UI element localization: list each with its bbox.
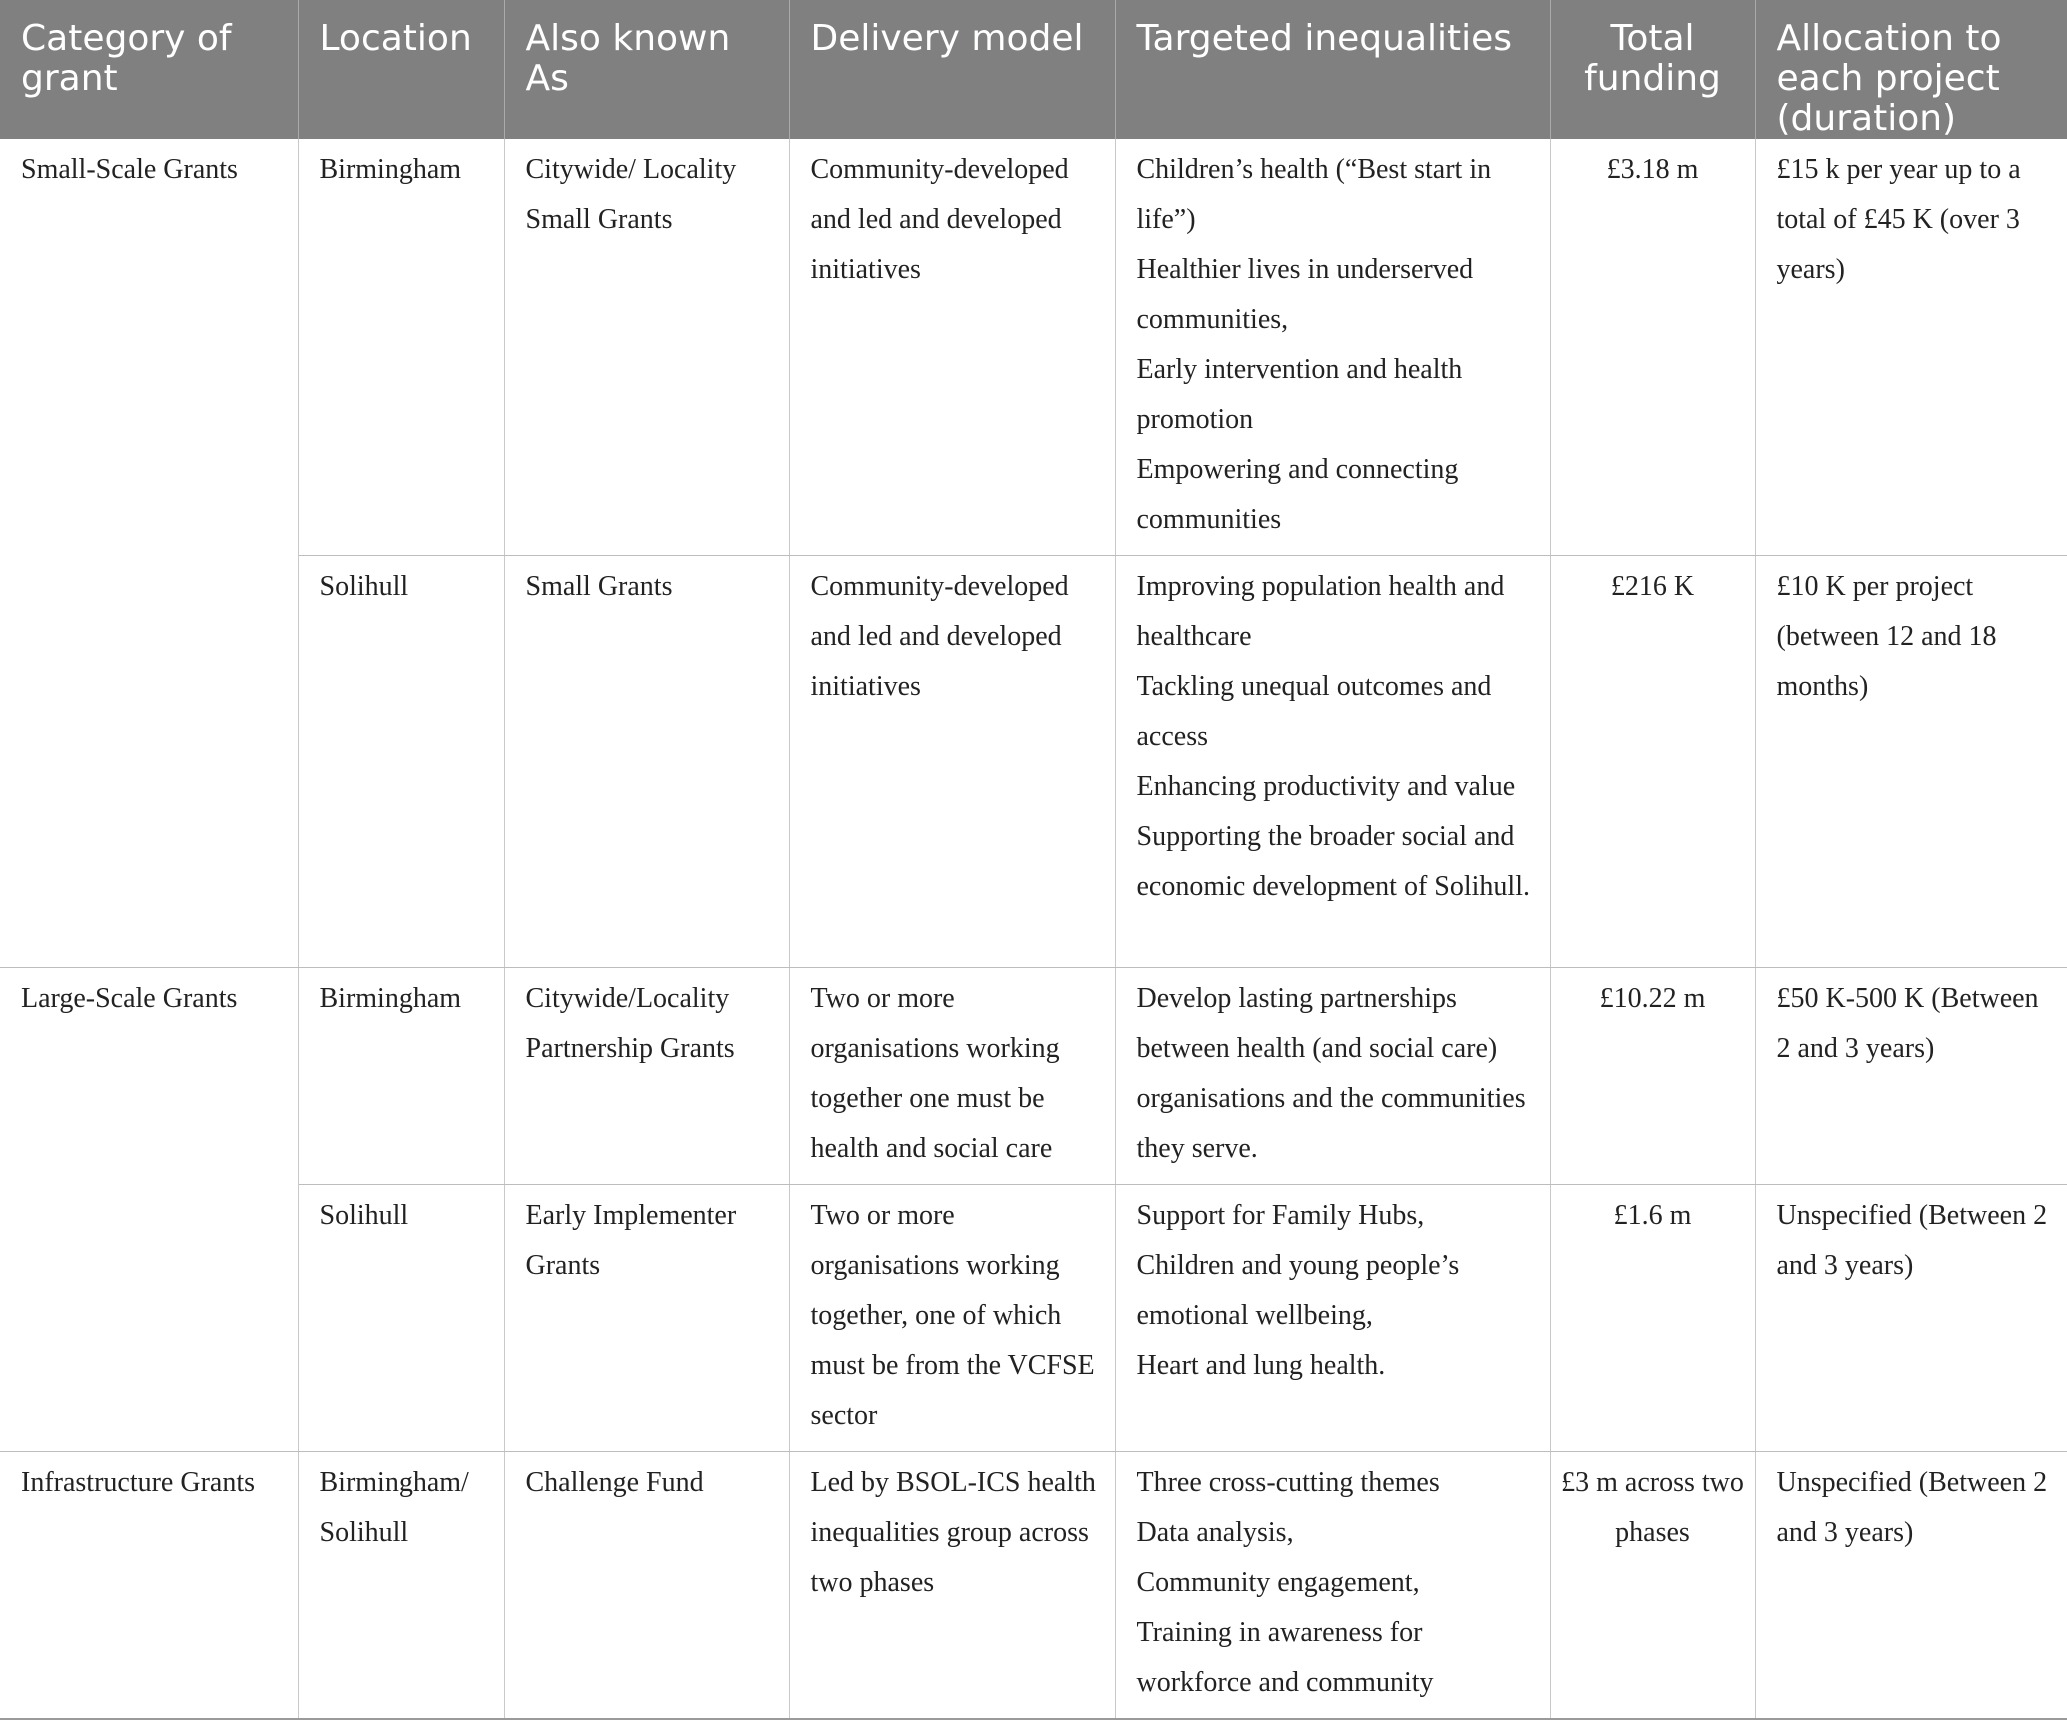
- category-cell: Large-Scale Grants: [0, 968, 298, 1452]
- targeted-inequalities-cell: [1115, 968, 1550, 1185]
- inequality-item: Tackling unequal outcomes and access: [1136, 671, 1492, 752]
- allocation-cell: Unspecified (Between 2 and 3 years): [1755, 1185, 2067, 1452]
- inequality-item: Early intervention and health promotion: [1136, 354, 1463, 435]
- category-cell: Infrastructure Grants: [0, 1452, 298, 1720]
- total-funding-cell: £3.18 m: [1550, 139, 1755, 556]
- header-also-known-as: Also known As: [504, 0, 789, 139]
- location-cell: Birmingham: [298, 139, 504, 556]
- total-funding-cell: £3 m across two phases: [1550, 1452, 1755, 1720]
- location-cell: Birmingham/ Solihull: [298, 1452, 504, 1720]
- inequality-item: Support for Family Hubs,: [1136, 1200, 1425, 1231]
- targeted-inequalities-cell: [1115, 139, 1550, 556]
- table-body: [0, 139, 2067, 1719]
- inequality-item: Community engagement,: [1136, 1567, 1420, 1598]
- header-targeted-inequalities: Targeted inequalities: [1115, 0, 1550, 139]
- inequality-item: Training in awareness for workforce and community: [1136, 1617, 1434, 1698]
- also-known-as-cell: Citywide/Locality Partnership Grants: [504, 968, 789, 1185]
- inequality-item: Empowering and connecting communities: [1136, 454, 1459, 535]
- location-cell: Birmingham: [298, 968, 504, 1185]
- allocation-cell: £15 k per year up to a total of £45 K (over 3 years): [1755, 139, 2067, 556]
- allocation-cell: £50 K-500 K (Between 2 and 3 years): [1755, 968, 2067, 1185]
- also-known-as-cell: Small Grants: [504, 556, 789, 968]
- header-location: Location: [298, 0, 504, 139]
- targeted-inequalities-cell: [1115, 1452, 1550, 1720]
- header-total-funding: Total funding: [1550, 0, 1755, 139]
- table-row: [0, 968, 2067, 1185]
- header-allocation: Allocation to each project (duration): [1755, 0, 2067, 139]
- also-known-as-cell: Challenge Fund: [504, 1452, 789, 1720]
- inequality-item: Improving population health and healthcare: [1136, 571, 1505, 652]
- inequality-item: Data analysis,: [1136, 1517, 1294, 1548]
- delivery-model-cell: Community-developed and led and developed initiatives: [789, 556, 1115, 968]
- delivery-model-cell: Two or more organisations working together one must be health and social care: [789, 968, 1115, 1185]
- allocation-cell: Unspecified (Between 2 and 3 years): [1755, 1452, 2067, 1720]
- header-row: [0, 0, 2067, 139]
- inequality-item: Enhancing productivity and value: [1136, 771, 1516, 802]
- table-row: [0, 556, 2067, 968]
- inequality-item: Develop lasting partnerships between health (and social care) organisations and the communities they serve.: [1136, 983, 1526, 1164]
- location-cell: Solihull: [298, 556, 504, 968]
- inequality-item: Children and young people’s emotional wellbeing,: [1136, 1250, 1460, 1331]
- delivery-model-cell: Community-developed and led and developed initiatives: [789, 139, 1115, 556]
- header-delivery-model: Delivery model: [789, 0, 1115, 139]
- inequality-item: Children’s health (“Best start in life”): [1136, 154, 1492, 235]
- inequality-item: Three cross-cutting themes: [1136, 1467, 1440, 1498]
- location-cell: Solihull: [298, 1185, 504, 1452]
- delivery-model-cell: Two or more organisations working together, one of which must be from the VCFSE sector: [789, 1185, 1115, 1452]
- delivery-model-cell: Led by BSOL-ICS health inequalities group across two phases: [789, 1452, 1115, 1720]
- targeted-inequalities-cell: [1115, 556, 1550, 968]
- table-row: [0, 1185, 2067, 1452]
- category-cell: Small-Scale Grants: [0, 139, 298, 968]
- total-funding-cell: £10.22 m: [1550, 968, 1755, 1185]
- table-row: [0, 1452, 2067, 1720]
- targeted-inequalities-cell: [1115, 1185, 1550, 1452]
- table-header: [0, 0, 2067, 139]
- inequality-item: Healthier lives in underserved communities,: [1136, 254, 1474, 335]
- also-known-as-cell: Citywide/ Locality Small Grants: [504, 139, 789, 556]
- inequality-item: Supporting the broader social and economic development of Solihull.: [1136, 821, 1530, 902]
- total-funding-cell: £1.6 m: [1550, 1185, 1755, 1452]
- inequality-item: Heart and lung health.: [1136, 1350, 1386, 1381]
- table-row: [0, 139, 2067, 556]
- also-known-as-cell: Early Implementer Grants: [504, 1185, 789, 1452]
- allocation-cell: £10 K per project (between 12 and 18 months): [1755, 556, 2067, 968]
- total-funding-cell: £216 K: [1550, 556, 1755, 968]
- header-category: Category of grant: [0, 0, 298, 139]
